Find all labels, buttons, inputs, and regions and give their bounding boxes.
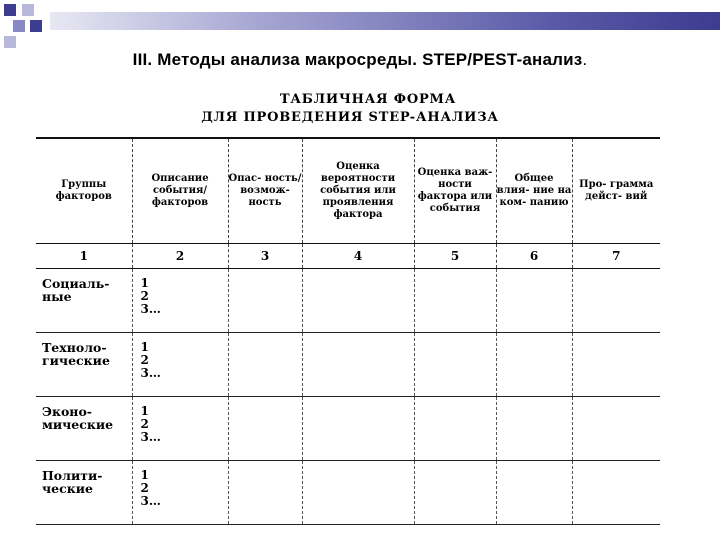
empty-cell — [496, 397, 572, 461]
header-cell: Опас- ность/ возмож- ность — [228, 138, 302, 244]
factor-items — [132, 269, 228, 333]
empty-cell — [414, 461, 496, 525]
empty-cell — [496, 461, 572, 525]
table-row — [36, 461, 660, 525]
decor-square — [13, 20, 25, 32]
empty-cell — [414, 397, 496, 461]
column-number: 3 — [228, 244, 302, 269]
factor-items — [132, 333, 228, 397]
column-number: 5 — [414, 244, 496, 269]
title-bar-decoration — [50, 12, 720, 30]
factor-item: 3… — [140, 494, 161, 508]
decor-square — [4, 36, 16, 48]
column-number: 1 — [36, 244, 132, 269]
factor-item: 1 — [140, 468, 149, 482]
factor-group: Социаль- ные — [36, 269, 132, 333]
column-number: 7 — [572, 244, 660, 269]
factor-item: 3… — [140, 366, 161, 380]
empty-cell — [228, 269, 302, 333]
column-number: 2 — [132, 244, 228, 269]
slide-title — [0, 50, 720, 70]
table-header-row — [36, 138, 660, 244]
slide-title-suffix: . — [582, 50, 588, 69]
empty-cell — [496, 269, 572, 333]
factor-group: Полити- ческие — [36, 461, 132, 525]
step-analysis-table — [36, 137, 660, 525]
header-cell: Оценка важ- ности фактора или события — [414, 138, 496, 244]
header-cell: Общее влия- ние на ком- панию — [496, 138, 572, 244]
column-number: 6 — [496, 244, 572, 269]
empty-cell — [228, 461, 302, 525]
factor-item: 3… — [140, 430, 161, 444]
empty-cell — [572, 397, 660, 461]
header-cell: Описание события/ факторов — [132, 138, 228, 244]
figure-heading-line2: ДЛЯ ПРОВЕДЕНИЯ STEP-АНАЛИЗА — [201, 110, 499, 125]
empty-cell — [414, 333, 496, 397]
empty-cell — [302, 269, 414, 333]
table-row — [36, 397, 660, 461]
empty-cell — [572, 461, 660, 525]
factor-group: Эконо- мические — [36, 397, 132, 461]
header-cell: Группы факторов — [36, 138, 132, 244]
decor-square — [30, 20, 42, 32]
factor-items — [132, 397, 228, 461]
empty-cell — [496, 333, 572, 397]
factor-items — [132, 461, 228, 525]
factor-item: 2 — [140, 353, 149, 367]
decor-square — [4, 4, 16, 16]
figure-heading-line1: ТАБЛИЧНАЯ ФОРМА — [279, 92, 457, 107]
factor-item: 3… — [140, 302, 161, 316]
empty-cell — [228, 333, 302, 397]
table-row — [36, 269, 660, 333]
empty-cell — [572, 333, 660, 397]
slide-title-text: III. Методы анализа макросреды. STEP/PEST-анализ — [132, 50, 583, 69]
factor-group: Техноло- гические — [36, 333, 132, 397]
empty-cell — [302, 397, 414, 461]
empty-cell — [228, 397, 302, 461]
column-number: 4 — [302, 244, 414, 269]
factor-item: 1 — [140, 340, 149, 354]
decor-square — [22, 4, 34, 16]
factor-item: 1 — [140, 404, 149, 418]
factor-item: 1 — [140, 276, 149, 290]
factor-item: 2 — [140, 481, 149, 495]
factor-item: 2 — [140, 289, 149, 303]
table-row — [36, 333, 660, 397]
factor-item: 2 — [140, 417, 149, 431]
empty-cell — [572, 269, 660, 333]
empty-cell — [414, 269, 496, 333]
header-cell: Про- грамма дейст- вий — [572, 138, 660, 244]
empty-cell — [302, 461, 414, 525]
column-number-row — [36, 244, 660, 269]
empty-cell — [302, 333, 414, 397]
header-cell: Оценка вероятности события или проявления фактора — [302, 138, 414, 244]
